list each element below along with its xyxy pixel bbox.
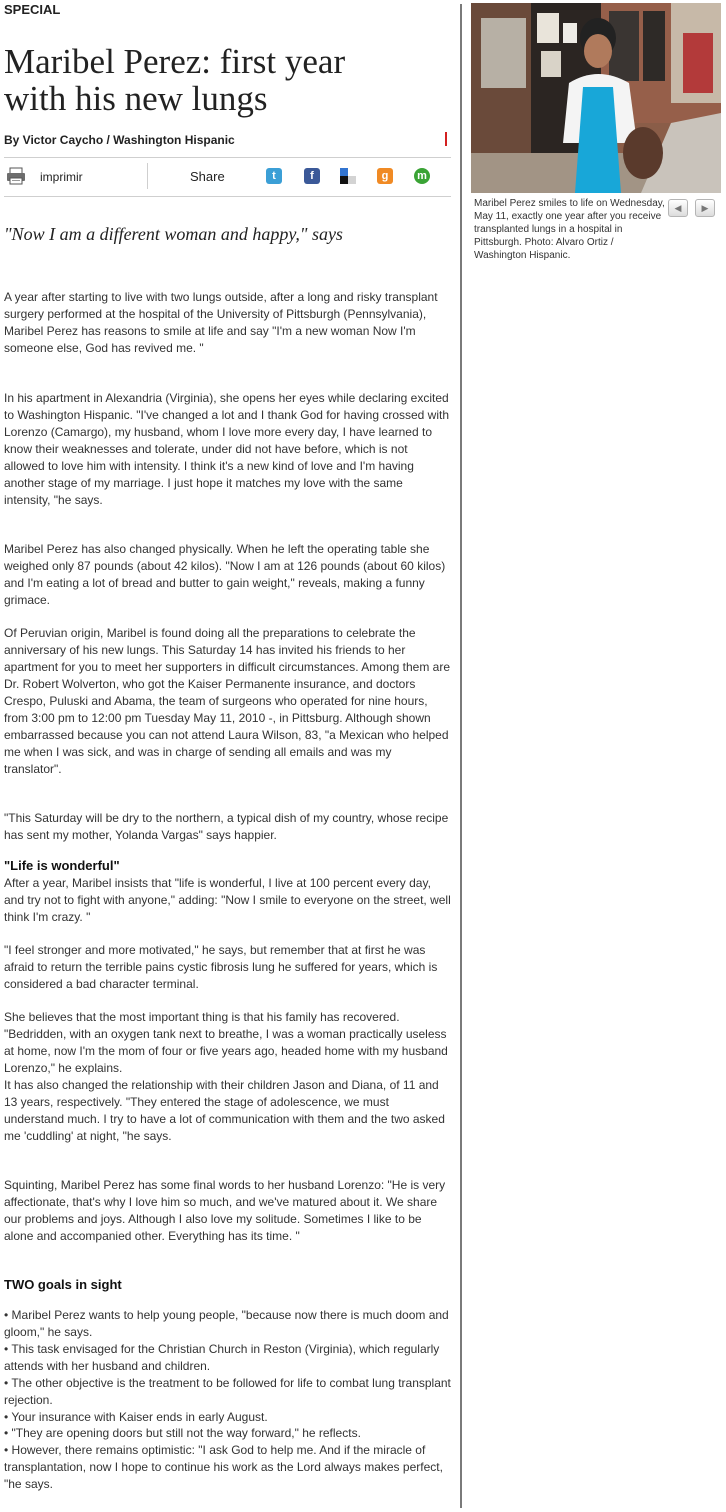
paragraph: She believes that the most important thing is that his family has recovered. "Bedridden, with an oxygen tank next to breathe, I was a woman practically useless at home, now I'm the mom of four or five years ago, headed home with my husband Lorenzo," he explains. [4, 1010, 448, 1075]
headline-line-1: Maribel Perez: first year [4, 42, 346, 81]
paragraph: "I feel stronger and more motivated," he says, but remember that at first he was afraid to return the terrible pains cystic fibrosis lung he suffered for years, which is considered a bad character terminal. [4, 943, 438, 991]
column-divider [460, 4, 462, 1508]
section-kicker: SPECIAL [4, 2, 61, 17]
bullet-item: • The other objective is the treatment to be followed for life to combat lung transplant rejection. [4, 1376, 451, 1407]
article-photo[interactable] [471, 3, 721, 193]
toolbar-divider [147, 163, 148, 189]
sidebar [471, 3, 721, 267]
accent-bar [445, 132, 447, 146]
paragraph: Squinting, Maribel Perez has some final words to her husband Lorenzo: "He is very affectionate, that's why I love him so much, and we've matured about it. We share our problems and joys. Although I also love my solitude. Sometimes I like to be alone and accompanied other. Everything has its time. " [4, 1178, 446, 1243]
paragraph: Maribel Perez has also changed physically. When he left the operating table she weighed only 87 pounds (about 42 kilos). "Now I am at 126 pounds (about 60 kilos) and I'm eating a lot of bread and butter to gain weight," reveals, making a funny grimace. [4, 542, 446, 607]
paragraph: It has also changed the relationship with their children Jason and Diana, of 11 and 13 years, respectively. "They entered the stage of adolescence, we must understand much. I try to have a lot of communication with them and the two asked me 'cuddling' at night, "he says. [4, 1078, 445, 1143]
share-label: Share [190, 169, 225, 184]
facebook-icon[interactable]: f [304, 168, 320, 184]
printer-icon[interactable] [6, 167, 26, 185]
myspace-icon[interactable]: g [377, 168, 393, 184]
headline [4, 43, 451, 117]
section-title: "Life is wonderful" [4, 858, 120, 873]
chevron-right-icon[interactable]: ▶ [695, 199, 715, 217]
byline: By Victor Caycho / Washington Hispanic [4, 133, 235, 147]
article-toolbar [4, 157, 451, 197]
twitter-icon[interactable]: t [266, 168, 282, 184]
bullet-item: • "They are opening doors but still not the way forward," he reflects. [4, 1426, 361, 1440]
photo-caption: Maribel Perez smiles to life on Wednesday, May 11, exactly one year after you receive transplanted lungs in a hospital in Pittsburgh. Photo: Alvaro Ortiz / Washington Hispanic. [474, 198, 665, 261]
bullet-item: • However, there remains optimistic: "I ask God to help me. And if the miracle of transplantation, now I hope to continue his work as the Lord always makes perfect, "he says. [4, 1443, 443, 1491]
article-subhead: "Now I am a different woman and happy," says [4, 224, 343, 244]
section-title: TWO goals in sight [4, 1277, 122, 1292]
bullet-item: • Maribel Perez wants to help young people, "because now there is much doom and gloom," he says. [4, 1308, 449, 1339]
bullet-item: • Your insurance with Kaiser ends in early August. [4, 1410, 268, 1424]
paragraph: Of Peruvian origin, Maribel is found doing all the preparations to celebrate the anniversary of his new lungs. This Saturday 14 has invited his friends to her apartment for you to meet her supporters in difficult circumstances. Among them are Dr. Robert Wolverton, who got the Kaiser Permanente insurance, and doctors Crespo, Puluski and Abama, the team of surgeons who operated for nine hours, from 3:00 pm to 12:00 pm Tuesday May 11, 2010 -, in Pittsburg. Although shown embarrassed because you can not attend Laura Wilson, 83, "a Mexican who helped me when I was sick, and was in charge of sending all emails and was my translator". [4, 626, 450, 776]
article [4, 0, 451, 1491]
chevron-left-icon[interactable]: ◀ [668, 199, 688, 217]
paragraph: A year after starting to live with two lungs outside, after a long and risky transplant surgery performed at the hospital of the University of Pittsburgh (Pennsylvania), Maribel Perez has reasons to smile at life and say "I'm a new woman Now I'm someone else, God has revived me. " [4, 290, 438, 355]
paragraph: After a year, Maribel insists that "life is wonderful, I live at 100 percent every day, and try not to fight with anyone," adding: "Now I smile to everyone on the street, well think I'm crazy. " [4, 876, 451, 924]
print-link[interactable]: imprimir [40, 170, 83, 184]
paragraph: "This Saturday will be dry to the northern, a typical dish of my country, whose recipe has sent my mother, Yolanda Vargas" says happier. [4, 811, 449, 842]
meneame-icon[interactable]: m [414, 168, 430, 184]
delicious-icon[interactable] [340, 168, 356, 184]
bullet-item: • This task envisaged for the Christian Church in Reston (Virginia), which regularly attends with her husband and children. [4, 1342, 440, 1373]
paragraph: In his apartment in Alexandria (Virginia), she opens her eyes while declaring excited to Washington Hispanic. "I've changed a lot and I thank God for having crossed with Lorenzo (Camargo), my husband, whom I love more every day, I have learned to know their weaknesses and tolerate, under did not have before, which is not allowed to love him with intensity. I think it's a new kind of love and I'm having another stage of my marriage. I just hope it matches my love with the same intensity, "he says. [4, 391, 450, 507]
photo-caption-block [471, 197, 721, 267]
byline-row [4, 131, 451, 147]
photo-illustration [471, 3, 721, 193]
headline-line-2: with his new lungs [4, 79, 268, 118]
